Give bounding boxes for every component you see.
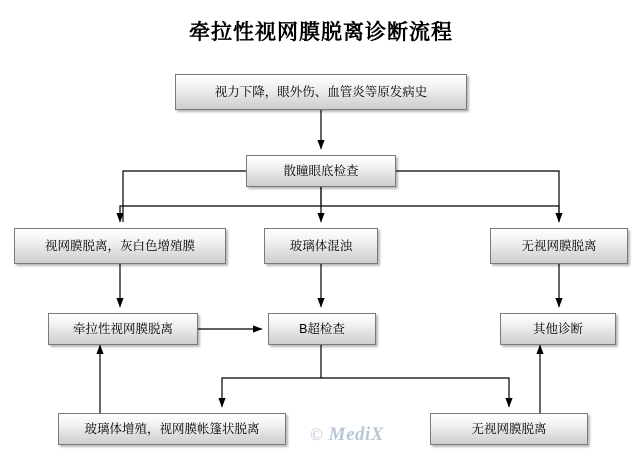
node-no-retinal-detachment-1[interactable] xyxy=(490,228,628,264)
node-symptom[interactable] xyxy=(175,74,467,110)
node-label: 视力下降，眼外伤、血管炎等原发病史 xyxy=(214,84,428,99)
node-fundus-exam[interactable] xyxy=(246,155,396,187)
edge-bscan-to-proliferation xyxy=(222,345,321,407)
watermark xyxy=(310,424,384,446)
edge-fundus-to-no-detach xyxy=(321,206,559,222)
node-label: 散瞳眼底检查 xyxy=(283,163,359,178)
node-other-diagnosis[interactable] xyxy=(500,313,616,345)
edge-fundus-right-loop xyxy=(396,171,559,222)
copyright-symbol: © xyxy=(310,425,324,444)
watermark-brand: MediX xyxy=(328,424,384,445)
node-retinal-detachment-white-membrane[interactable] xyxy=(14,228,226,264)
node-traction-retinal-detachment[interactable] xyxy=(48,313,198,345)
page-title: 牵拉性视网膜脱离诊断流程 xyxy=(189,20,453,44)
node-label: 无视网膜脱离 xyxy=(471,421,547,436)
edge-bscan-to-no-detach-2 xyxy=(321,378,509,407)
node-vitreous-proliferation-tent-detachment[interactable] xyxy=(58,413,286,445)
node-label: B超检查 xyxy=(299,321,345,336)
node-vitreous-opacity[interactable] xyxy=(264,228,378,264)
node-no-retinal-detachment-2[interactable] xyxy=(430,413,588,445)
node-label: 玻璃体混浊 xyxy=(289,238,353,253)
edge-fundus-left-loop xyxy=(123,171,246,222)
node-label: 视网膜脱离，灰白色增殖膜 xyxy=(44,238,195,253)
node-label: 无视网膜脱离 xyxy=(521,238,597,253)
edge-fundus-to-detach-white xyxy=(120,187,321,222)
node-label: 玻璃体增殖，视网膜帐篷状脱离 xyxy=(84,421,260,436)
node-label: 牵拉性视网膜脱离 xyxy=(72,321,173,336)
node-b-scan-exam[interactable] xyxy=(268,313,376,345)
node-label: 其他诊断 xyxy=(532,321,583,336)
